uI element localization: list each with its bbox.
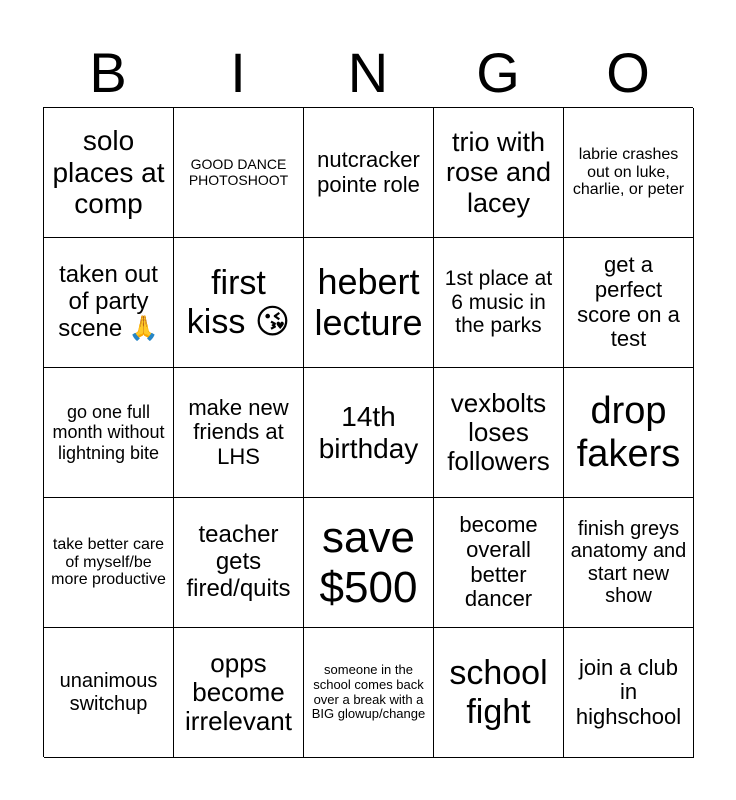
bingo-cell[interactable] [44,498,174,628]
cell-text: first kiss 😘 [186,264,291,341]
bingo-cell[interactable] [304,108,434,238]
bingo-header [43,38,693,108]
bingo-cell[interactable] [44,238,174,368]
bingo-cell[interactable] [44,108,174,238]
bingo-cell[interactable] [44,368,174,498]
header-letter-g: G [476,41,520,104]
bingo-cell[interactable] [304,368,434,498]
cell-text: taken out of party scene 🙏 [58,261,159,342]
cell-text: go one full month without lightning bite [52,402,165,463]
bingo-cell[interactable] [564,368,694,498]
cell-text: 14th birthday [318,401,419,464]
bingo-cell[interactable] [174,108,304,238]
bingo-grid [43,107,693,757]
bingo-cell[interactable] [304,498,434,628]
bingo-cell[interactable] [564,498,694,628]
cell-text: trio with rose and lacey [445,127,552,218]
header-letter-o: O [606,41,650,104]
cell-text: GOOD DANCE PHOTOSHOOT [188,155,289,188]
cell-text: join a club in highschool [575,654,682,729]
cell-text: vexbolts loses followers [447,387,550,477]
header-letter-n: N [347,41,389,104]
bingo-cell[interactable] [304,628,434,758]
bingo-cell[interactable] [434,498,564,628]
cell-text: save $500 [319,513,418,612]
bingo-cell[interactable] [434,108,564,238]
cell-text: make new friends at LHS [188,394,289,469]
cell-text: 1st place at 6 music in the parks [444,267,553,338]
cell-text: someone in the school comes back over a break with a BIG glowup/change [311,662,426,722]
cell-text: opps become irrelevant [185,647,292,737]
bingo-cell[interactable] [44,628,174,758]
bingo-cell[interactable] [434,238,564,368]
bingo-cell[interactable] [174,238,304,368]
cell-text: get a perfect score on a test [577,252,680,352]
cell-text: teacher gets fired/quits [186,521,291,602]
header-letter-b: B [89,41,127,104]
cell-text: become overall better dancer [459,512,538,612]
bingo-cell[interactable] [304,238,434,368]
cell-text: school fight [449,654,548,731]
cell-text: take better care of myself/be more productive [51,535,166,589]
cell-text: finish greys anatomy and start new show [570,517,687,607]
bingo-cell[interactable] [564,628,694,758]
header-letter-i: I [230,41,246,104]
cell-text: labrie crashes out on luke, charlie, or peter [572,145,685,199]
bingo-cell[interactable] [564,238,694,368]
cell-text: hebert lecture [314,261,423,343]
bingo-cell[interactable] [434,368,564,498]
cell-text: drop fakers [576,389,681,475]
bingo-cell[interactable] [434,628,564,758]
bingo-cell[interactable] [174,628,304,758]
bingo-cell[interactable] [174,498,304,628]
bingo-cell[interactable] [174,368,304,498]
cell-text: nutcracker pointe role [317,146,420,197]
cell-text: solo places at comp [52,125,165,220]
bingo-cell[interactable] [564,108,694,238]
cell-text: unanimous switchup [59,670,158,715]
